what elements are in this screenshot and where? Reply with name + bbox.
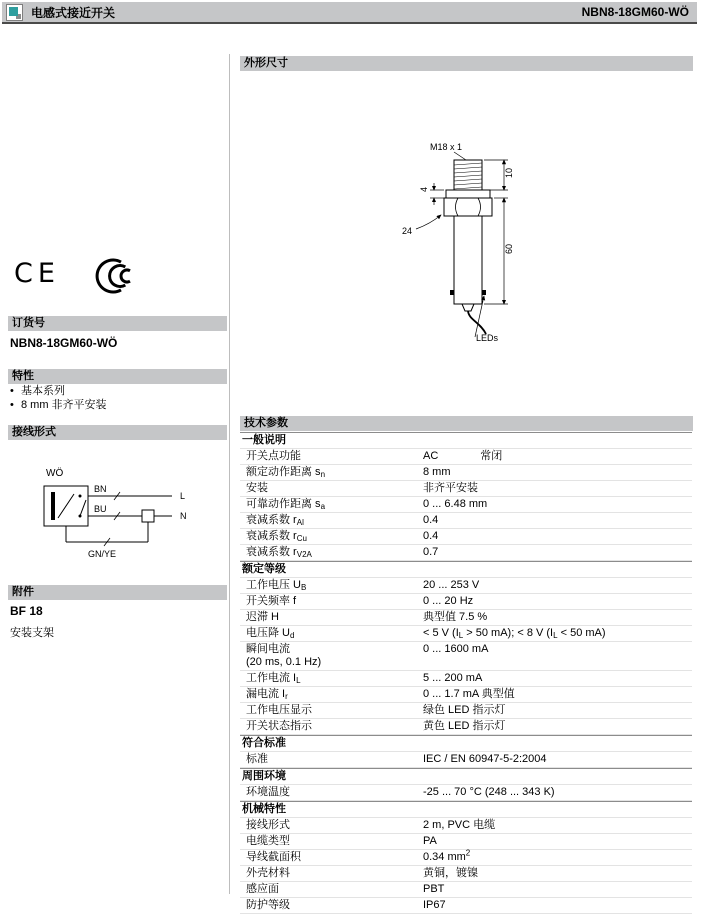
accessory-description: 安装支架 [10, 627, 54, 639]
spec-row [240, 465, 692, 481]
spec-row [240, 671, 692, 687]
spec-label: 电缆类型 [246, 835, 290, 847]
spec-section-header: 额定等级 [240, 561, 692, 578]
wire-label-l: L [180, 491, 186, 501]
spec-label: 漏电流 $I_r$ [246, 688, 288, 701]
spec-label: 感应面 [246, 883, 279, 895]
spec-label-line2: (20 ms, 0.1 Hz) [246, 656, 322, 668]
feature-item: • 8 mm 非齐平安装 [10, 398, 107, 412]
spec-section-header: 符合标准 [240, 735, 692, 752]
spec-row [240, 481, 692, 497]
spec-label: 开关点功能 [246, 450, 301, 462]
wire-label-bu: BU [94, 504, 107, 514]
spec-row [240, 513, 692, 529]
wire-label-gnye: GN/YE [88, 549, 117, 559]
spec-value: 0 ... 1.7 mA 典型值 [423, 688, 515, 700]
spec-value: 黄色 LED 指示灯 [423, 720, 506, 732]
spec-value: 典型值 7.5 % [423, 611, 488, 623]
spec-row [240, 866, 692, 882]
spec-value: IP67 [423, 899, 446, 911]
spec-label: 衰减系数 $r_{V2A}$ [246, 546, 312, 559]
spec-row [240, 850, 692, 866]
spec-label: 开关频率 f [246, 595, 297, 607]
spec-value: -25 ... 70 °C (248 ... 343 K) [423, 786, 555, 798]
spec-row [240, 752, 692, 768]
spec-value: 0.4 [423, 530, 439, 542]
wire-label-bn: BN [94, 484, 107, 494]
dim-10-label: 10 [504, 167, 514, 178]
spec-row [240, 687, 692, 703]
section-bar-connection: 接线形式 [8, 425, 227, 440]
product-model: NBN8-18GM60-WÖ [581, 5, 689, 19]
feature-item: • 基本系列 [10, 384, 107, 398]
ce-mark: CE [14, 258, 60, 289]
page-header [2, 2, 697, 24]
wiring-variant-label: WÖ [46, 468, 64, 479]
dim-4-label: 4 [419, 186, 429, 192]
accessory-model: BF 18 [10, 604, 43, 618]
wire-label-n: N [180, 511, 187, 521]
spec-label: 瞬间电流 (20 ms, 0.1 Hz) [240, 643, 423, 669]
spec-row [240, 642, 692, 671]
column-divider [229, 54, 230, 894]
spec-value: 2 m, PVC 电缆 [423, 819, 496, 831]
spec-row [240, 545, 692, 561]
spec-value: AC 常闭 [423, 450, 503, 462]
spec-value: 0.7 [423, 546, 439, 558]
leds-label: LEDs [476, 333, 499, 343]
spec-row [240, 703, 692, 719]
spec-label: 可靠动作距离 $s_a$ [246, 498, 326, 511]
cable [468, 311, 486, 334]
spec-value: 0 ... 1600 mA [423, 643, 489, 655]
spec-label: 工作电压显示 [246, 704, 312, 716]
spec-label: 衰减系数 $r_{Cu}$ [246, 530, 307, 543]
spec-value-secondary: 常闭 [480, 450, 503, 462]
spec-row [240, 719, 692, 735]
spec-value: 0.34 $mm^2$ [423, 848, 471, 863]
spec-value: < 5 V ($I_L > 50$ mA); < 8 V ($I_L < 50$ mA) [423, 627, 606, 640]
spec-label: 电压降 $U_d$ [246, 627, 295, 640]
wiring-diagram [34, 464, 224, 569]
spec-label: 开关状态指示 [246, 720, 312, 732]
spec-row [240, 785, 692, 801]
inductive-symbol [51, 492, 55, 520]
dimension-drawing [396, 138, 586, 348]
spec-section-header: 一般说明 [240, 432, 692, 449]
spec-label: 环境温度 [246, 786, 290, 798]
spec-value: 0 ... 20 Hz [423, 595, 474, 607]
spec-value: PBT [423, 883, 445, 895]
spec-label: 导线截面积 [246, 851, 301, 863]
sensor-icon [6, 4, 23, 21]
features-list [10, 384, 107, 412]
ccc-mark [88, 256, 142, 298]
spec-value: 5 ... 200 mA [423, 672, 483, 684]
spec-value: 黄铜，镀镍 [423, 867, 478, 879]
spec-label: 工作电流 $I_L$ [246, 672, 301, 685]
spec-label: 接线形式 [246, 819, 290, 831]
section-bar-order: 订货号 [8, 316, 227, 331]
led-indicator [482, 290, 486, 295]
spec-label: 外壳材料 [246, 867, 290, 879]
spec-value: 绿色 LED 指示灯 [423, 704, 506, 716]
spec-row [240, 594, 692, 610]
load-symbol [142, 510, 154, 522]
spec-row [240, 818, 692, 834]
spec-row [240, 882, 692, 898]
section-bar-specs: 技术参数 [240, 416, 693, 431]
thread-label: M18 x 1 [430, 142, 463, 152]
spec-label: 额定动作距离 $s_n$ [246, 466, 326, 479]
spec-value: 20 ... 253 V [423, 579, 480, 591]
spec-label: 衰减系数 $r_{Al}$ [246, 514, 304, 527]
section-bar-dimensions: 外形尺寸 [240, 56, 693, 71]
section-bar-accessories: 附件 [8, 585, 227, 600]
spec-value: 0.4 [423, 514, 439, 526]
spec-label: 迟滞 H [246, 611, 279, 623]
spec-value: 0 ... 6.48 mm [423, 498, 488, 510]
led-indicator [450, 290, 454, 295]
spec-table [240, 432, 692, 914]
spec-row [240, 497, 692, 513]
spec-row [240, 626, 692, 642]
spec-label: 安装 [246, 482, 268, 494]
section-bar-features: 特性 [8, 369, 227, 384]
page-title: 电感式接近开关 [31, 5, 116, 20]
spec-row [240, 610, 692, 626]
dim-60-label: 60 [504, 243, 514, 254]
spec-row [240, 529, 692, 545]
spec-section-header: 周围环境 [240, 768, 692, 785]
spec-value: 8 mm [423, 466, 451, 478]
dim-24-label: 24 [402, 226, 413, 236]
spec-label: 防护等级 [246, 899, 290, 911]
spec-row [240, 449, 692, 465]
spec-label: 标准 [246, 753, 268, 765]
spec-label: 工作电压 $U_B$ [246, 579, 307, 592]
spec-value: PA [423, 835, 437, 847]
spec-value: 非齐平安装 [423, 482, 478, 494]
spec-row [240, 578, 692, 594]
spec-value: IEC / EN 60947-5-2:2004 [423, 753, 547, 765]
order-number: NBN8-18GM60-WÖ [10, 336, 118, 350]
spec-section-header: 机械特性 [240, 801, 692, 818]
spec-row [240, 898, 692, 914]
